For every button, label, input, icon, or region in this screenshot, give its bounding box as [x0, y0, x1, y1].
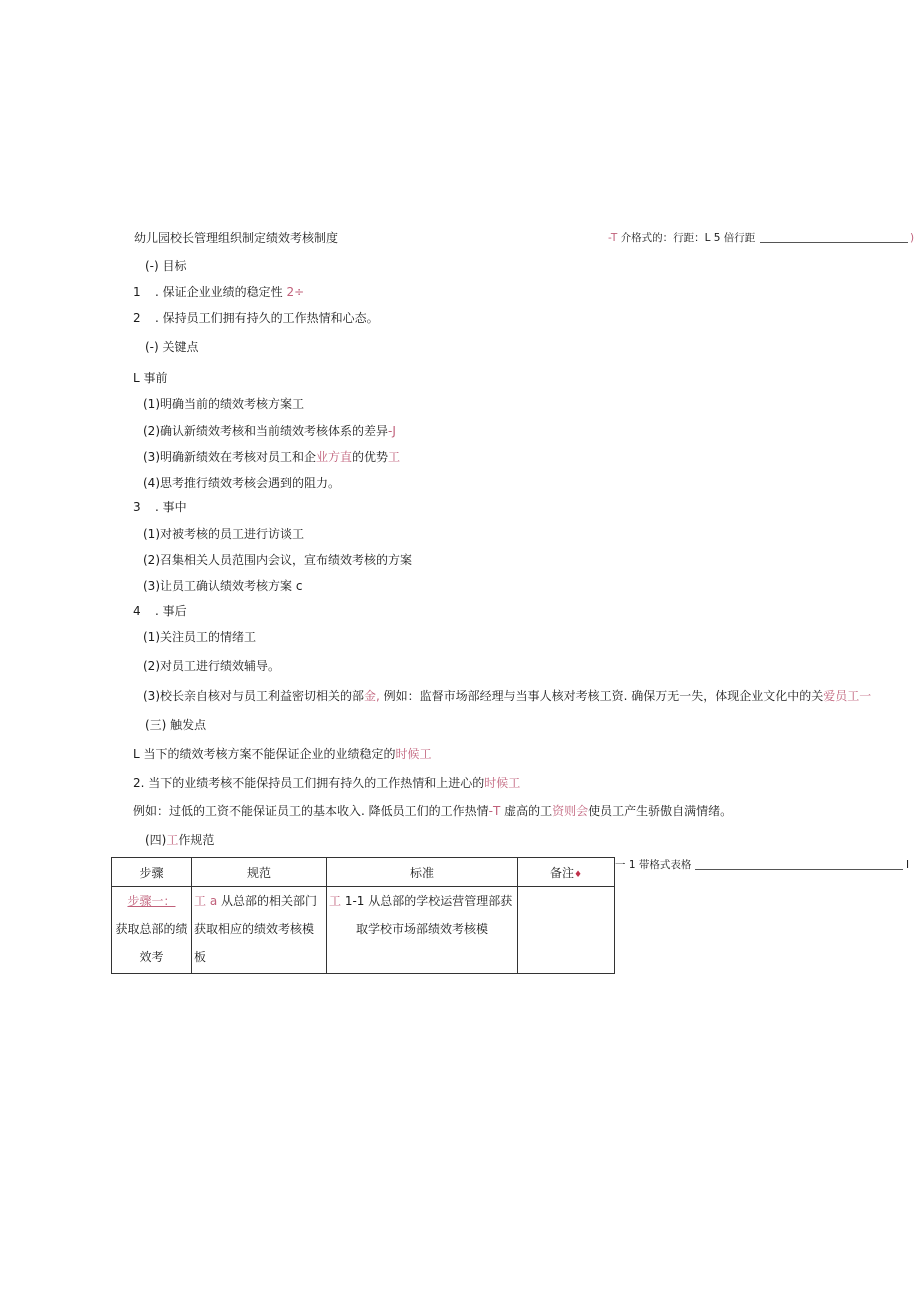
table-format-note-text: 1 带格式表格	[625, 859, 692, 871]
spec-line-3: 板	[194, 950, 207, 964]
before-item-3-text: (3)明确新绩效在考核对员工和企	[143, 450, 316, 464]
step-line-2: 获取总部的绩	[115, 922, 188, 936]
section-trigger-heading: (三) 触发点	[145, 718, 207, 732]
section-goal-heading: (-) 目标	[145, 259, 187, 273]
before-item-2-text: (2)确认新绩效考核和当前绩效考核体系的差异	[143, 424, 388, 438]
before-item-3-pink: 业方直	[316, 450, 353, 464]
table-format-note-underline	[695, 869, 903, 870]
format-note-underline	[760, 242, 908, 243]
goal-1	[155, 284, 304, 300]
spec-table	[111, 857, 615, 974]
after-item-3	[143, 688, 871, 704]
after-item-3-mid: 例如：监督市场部经理与当事人核对考核工资. 确保万无一失，体现企业文化中的关	[379, 689, 824, 703]
trigger-item-1-pink: 时候工	[395, 747, 432, 761]
section-spec-heading	[145, 832, 214, 848]
format-note-suffix: )	[910, 232, 915, 244]
cell-standard	[327, 887, 518, 974]
after-item-3-pink-2: 爱员工一	[823, 689, 872, 703]
goal-2-number: 2	[133, 311, 141, 325]
diamond-icon: ♦	[573, 869, 583, 880]
after-title: . 事后	[155, 604, 187, 618]
section-keypoints-heading: (-) 关键点	[145, 340, 199, 354]
example-mid: 虚高的工	[500, 804, 553, 818]
trigger-item-2	[133, 775, 520, 791]
trigger-item-1	[133, 746, 432, 762]
before-item-4: (4)思考推行绩效考核会遇到的阻力。	[143, 476, 340, 490]
table-header-row	[112, 858, 615, 887]
goal-1-text: . 保证企业业绩的稳定性	[155, 285, 283, 299]
section-spec-pink: 工	[166, 833, 179, 847]
example-paragraph	[133, 803, 732, 819]
example-pink-1: -T	[488, 804, 501, 818]
standard-mark: 工	[329, 894, 342, 908]
standard-line-1-text: 1-1 从总部的学校运营管理部获	[341, 894, 513, 908]
cell-remark	[518, 887, 615, 974]
before-item-3	[143, 449, 400, 465]
header-remark-label: 备注	[549, 865, 574, 880]
header-remark	[518, 858, 615, 887]
example-text: 例如：过低的工资不能保证员工的基本收入. 降低员工们的工作热情	[133, 804, 489, 818]
after-item-3-pink-1: 金,	[364, 689, 380, 703]
step-one-link[interactable]: 步骤一：	[127, 894, 176, 908]
section-spec-tail: 作规范	[178, 833, 215, 847]
goal-1-mark: 2÷	[286, 285, 305, 299]
standard-line-2: 取学校市场部绩效考核模	[355, 922, 488, 936]
cell-step	[112, 887, 192, 974]
document-title: 幼儿园校长管理组织制定绩效考核制度	[134, 231, 339, 245]
during-number: 3	[133, 500, 141, 514]
example-tail: 使员工产生骄傲自满情绪。	[588, 804, 733, 818]
before-title: L 事前	[133, 371, 168, 385]
before-item-3-mark: 工	[388, 450, 401, 464]
goal-2-text: . 保持员工们拥有持久的工作热情和心态。	[155, 311, 379, 325]
after-item-1: (1)关注员工的情绪工	[143, 630, 256, 644]
trigger-item-2-text: 2. 当下的业绩考核不能保持员工们拥有持久的工作热情和上进心的	[133, 776, 485, 790]
table-format-note-prefix: 一	[615, 859, 626, 871]
during-item-1: (1)对被考核的员工进行访谈工	[143, 527, 304, 541]
spec-mark: 工 a	[194, 894, 218, 908]
header-step: 步骤	[112, 858, 192, 887]
before-item-2	[143, 423, 396, 439]
step-line-3: 效考	[139, 950, 164, 964]
trigger-item-1-text: L 当下的绩效考核方案不能保证企业的业绩稳定的	[133, 747, 396, 761]
before-item-1: (1)明确当前的绩效考核方案工	[143, 397, 304, 411]
table-row	[112, 887, 615, 974]
before-item-2-mark: -J	[388, 424, 396, 438]
during-title: . 事中	[155, 500, 187, 514]
spec-line-1	[194, 887, 324, 915]
before-item-3-tail: 的优势	[352, 450, 389, 464]
format-note-prefix: -T	[608, 232, 618, 244]
format-note	[608, 231, 755, 245]
goal-1-number: 1	[133, 285, 141, 299]
standard-line-1	[329, 887, 515, 915]
spec-line-1-text: 从总部的相关部门	[217, 894, 317, 908]
after-item-3-text: (3)校长亲自核对与员工利益密切相关的部	[143, 689, 364, 703]
after-item-2: (2)对员工进行绩效辅导。	[143, 659, 280, 673]
header-standard: 标准	[327, 858, 518, 887]
example-pink-2: 资则会	[552, 804, 589, 818]
section-spec-prefix: (四)	[145, 833, 167, 847]
table-format-note	[615, 858, 691, 872]
during-item-2: (2)召集相关人员范围内会议，宣布绩效考核的方案	[143, 553, 412, 567]
format-note-text: 介格式的：行距：L 5 倍行距	[617, 232, 756, 244]
after-number: 4	[133, 604, 141, 618]
cell-spec	[192, 887, 327, 974]
spec-line-2: 获取相应的绩效考核模	[194, 922, 315, 936]
during-item-3: (3)让员工确认绩效考核方案 c	[143, 579, 303, 593]
header-spec: 规范	[192, 858, 327, 887]
trigger-item-2-pink: 时候工	[484, 776, 521, 790]
table-format-note-suffix: I	[906, 859, 910, 871]
